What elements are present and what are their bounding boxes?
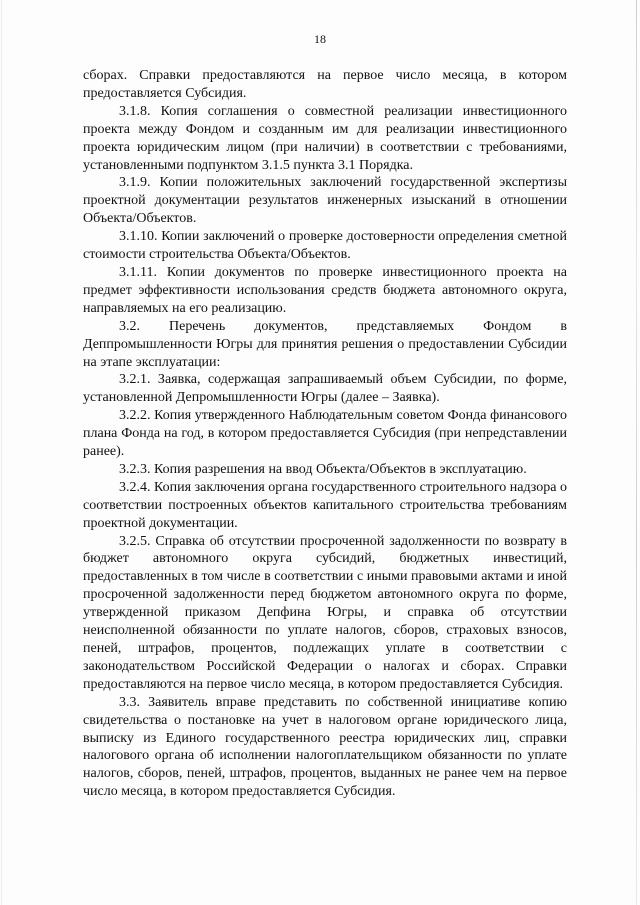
page-number: 18 bbox=[314, 32, 326, 46]
paragraph-3-1-8: 3.1.8. Копия соглашения о совместной реализации инвестиционного проекта между Фондом и созданным им для реализации инвестиционного проекта юридическим лицом (при наличии) в соответствии с требованиями, установленными подпунктом 3.1.5 пункта 3.1 Порядка. bbox=[83, 103, 567, 173]
paragraph-3-2: 3.2. Перечень документов, представляемых Фондом в Деппромышленности Югры для принятия решения о предоставлении Субсидии на этапе эксплуатации: bbox=[83, 318, 567, 370]
page-edge-left bbox=[1, 0, 2, 905]
page-edge-right bbox=[636, 0, 637, 905]
document-body bbox=[83, 67, 567, 801]
paragraph-3-2-1: 3.2.1. Заявка, содержащая запрашиваемый объем Субсидии, по форме, установленной Депромышленности Югры (далее – Заявка). bbox=[83, 372, 567, 406]
paragraph-3-3: 3.3. Заявитель вправе представить по собственной инициативе копию свидетельства о постановке на учет в налоговом органе юридического лица, выписку из Единого государственного реестра юридических лиц, справки налогового органа об исполнении налогоплательщиком обязанности по уплате налогов, сборов, пеней, штрафов, процентов, выданных не ранее чем на первое число месяца, в котором предоставляется Субсидия. bbox=[83, 694, 567, 800]
paragraph-3-2-4: 3.2.4. Копия заключения органа государственного строительного надзора о соответствии построенных объектов капитального строительства требованиям проектной документации. bbox=[83, 479, 567, 531]
paragraph-3-2-3: 3.2.3. Копия разрешения на ввод Объекта/Объектов в эксплуатацию. bbox=[119, 461, 527, 477]
paragraph-3-1-11: 3.1.11. Копии документов по проверке инвестиционного проекта на предмет эффективности использования средств бюджета автономного округа, направляемых на его реализацию. bbox=[83, 264, 567, 316]
paragraph-3-1-9: 3.1.9. Копии положительных заключений государственной экспертизы проектной документации результатов инженерных изысканий в отношении Объекта/Объектов. bbox=[83, 175, 567, 227]
paragraph-continuation: сборах. Справки предоставляются на первое число месяца, в котором предоставляется Субсидия. bbox=[83, 68, 567, 101]
paragraph-3-1-10: 3.1.10. Копии заключений о проверке достоверности определения сметной стоимости строительства Объекта/Объектов. bbox=[83, 229, 567, 263]
paragraph-3-2-2: 3.2.2. Копия утвержденного Наблюдательным советом Фонда финансового плана Фонда на год, в котором предоставляется Субсидия (при непредставлении ранее). bbox=[83, 408, 567, 460]
paragraph-3-2-5: 3.2.5. Справка об отсутствии просроченной задолженности по возврату в бюджет автономного округа субсидий, бюджетных инвестиций, предоставленных в том числе в соответствии с иными правовыми актами и иной просроченной задолженности перед бюджетом автономного округа по форме, утвержденной приказом Депфина Югры, и справка об отсутствии неисполненной обязанности по уплате налогов, сборов, страховых взносов, пеней, штрафов, процентов, подлежащих уплате в соответствии с законодательством Российской Федерации о налогах и сборах. Справки предоставляются на первое число месяца, в котором предоставляется Субсидия. bbox=[83, 533, 567, 692]
